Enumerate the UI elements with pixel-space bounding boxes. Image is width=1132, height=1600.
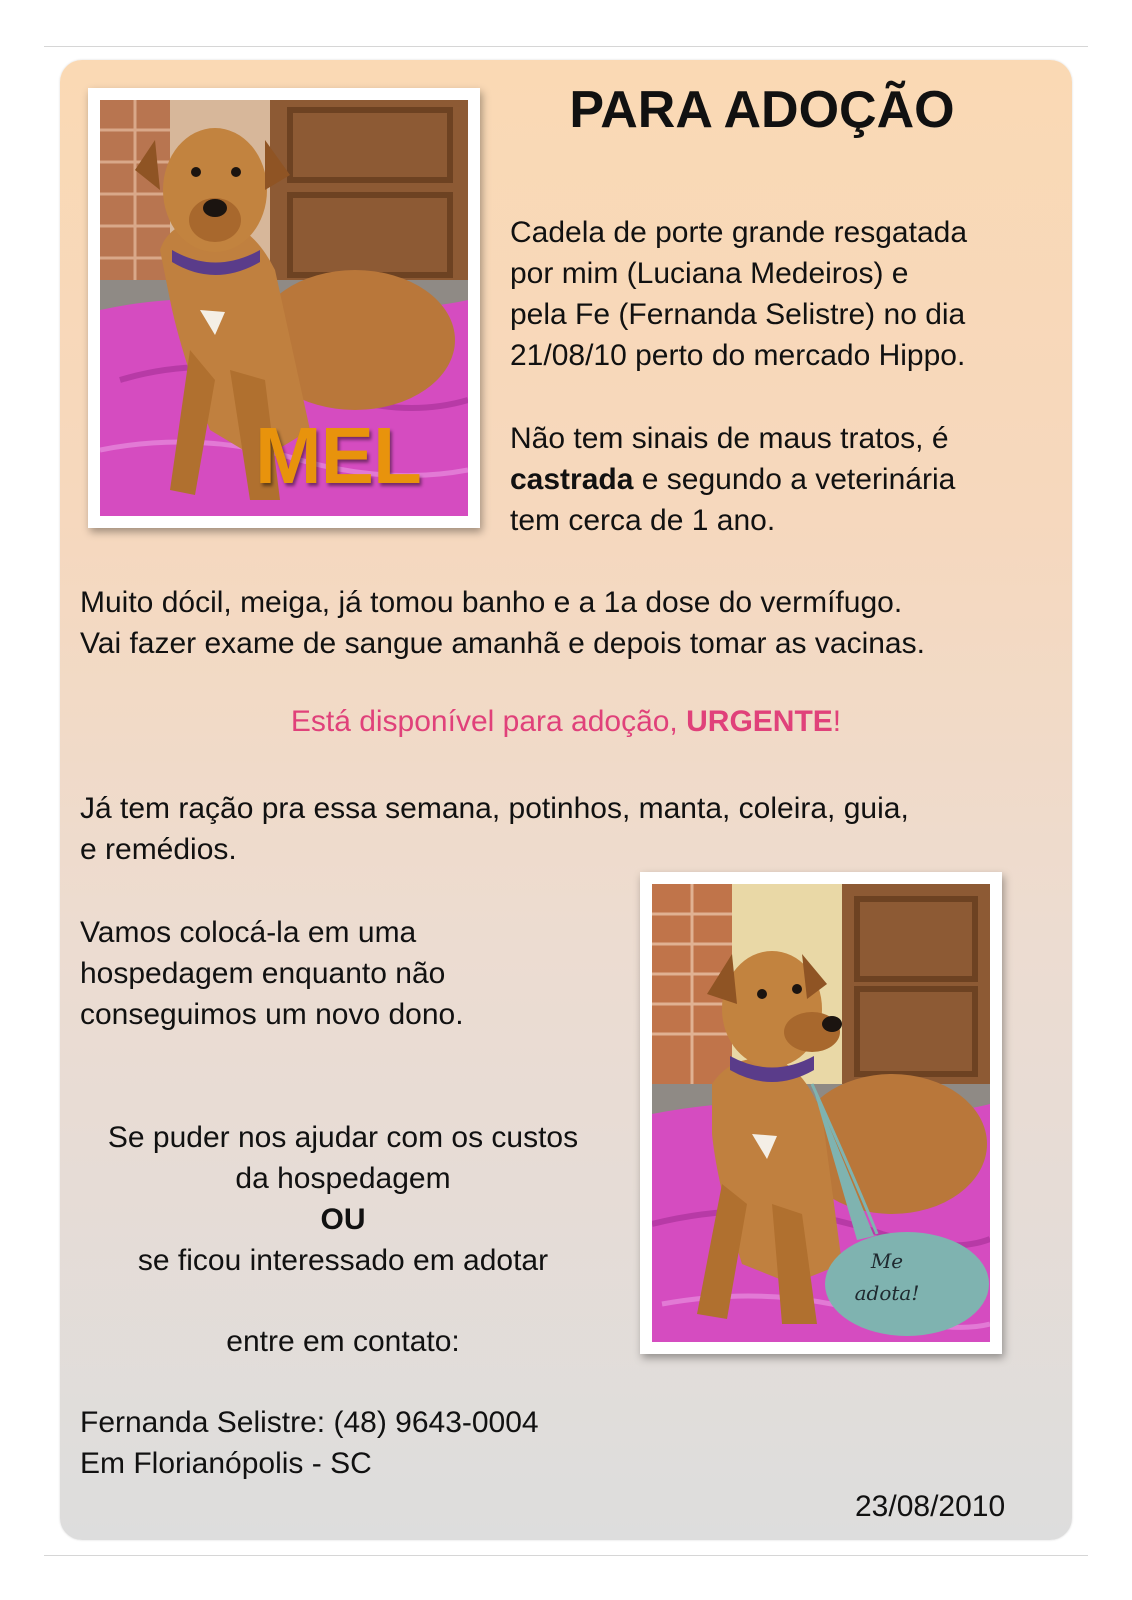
help-paragraph (60, 1117, 626, 1281)
help-line: Se puder nos ajudar com os custos (107, 1121, 579, 1154)
flyer-date: 23/08/2010 (855, 1490, 1006, 1523)
contact-info (80, 1402, 640, 1484)
help-line: se ficou interessado em adotar (137, 1244, 549, 1277)
hosting-paragraph (80, 912, 600, 1035)
hosting-line: Vamos colocá-la em uma (80, 916, 417, 949)
contact-phone: Fernanda Selistre: (48) 9643-0004 (80, 1406, 539, 1439)
bubble-line: adota! (854, 1281, 920, 1305)
intro-line: pela Fe (Fernanda Selistre) no dia (510, 298, 966, 331)
castrated-bold: castrada (510, 463, 634, 496)
contact-label: entre em contato: (226, 1325, 460, 1358)
or-bold: OU (320, 1203, 366, 1236)
intro-line: por mim (Luciana Medeiros) e (510, 257, 909, 290)
help-line: da hospedagem (235, 1162, 451, 1195)
urgent-suffix: ! (832, 705, 842, 738)
supplies-line: Já tem ração pra essa semana, potinhos, manta, coleira, guia, (80, 792, 909, 825)
contact-city: Em Florianópolis - SC (80, 1447, 372, 1480)
urgent-notice (60, 701, 1072, 742)
hosting-line: conseguimos um novo dono. (80, 998, 464, 1031)
urgent-prefix: Está disponível para adoção, (290, 705, 687, 738)
dog-name-caption: MEL (255, 411, 421, 500)
urgent-bold: URGENTE (686, 705, 833, 738)
health-line: Não tem sinais de maus tratos, é (510, 422, 949, 455)
intro-line: 21/08/10 perto do mercado Hippo. (510, 339, 966, 372)
speech-bubble-text (832, 1245, 942, 1309)
health-line-rest: e segundo a veterinária (633, 463, 956, 496)
docile-paragraph (80, 582, 1060, 664)
docile-line: Vai fazer exame de sangue amanhã e depois tomar as vacinas. (80, 627, 925, 660)
docile-line: Muito dócil, meiga, já tomou banho e a 1a dose do vermífugo. (80, 586, 903, 619)
health-line (510, 459, 1050, 500)
intro-line: Cadela de porte grande resgatada (510, 216, 968, 249)
health-paragraph (510, 418, 1050, 541)
supplies-paragraph (80, 788, 1040, 870)
page-title: PARA ADOÇÃO (569, 81, 955, 139)
hosting-line: hospedagem enquanto não (80, 957, 446, 990)
supplies-line: e remédios. (80, 833, 237, 866)
intro-paragraph (510, 212, 1050, 376)
dog-photo-portrait (640, 872, 1002, 1354)
health-line: tem cerca de 1 ano. (510, 504, 776, 537)
bubble-line: Me (870, 1249, 904, 1273)
